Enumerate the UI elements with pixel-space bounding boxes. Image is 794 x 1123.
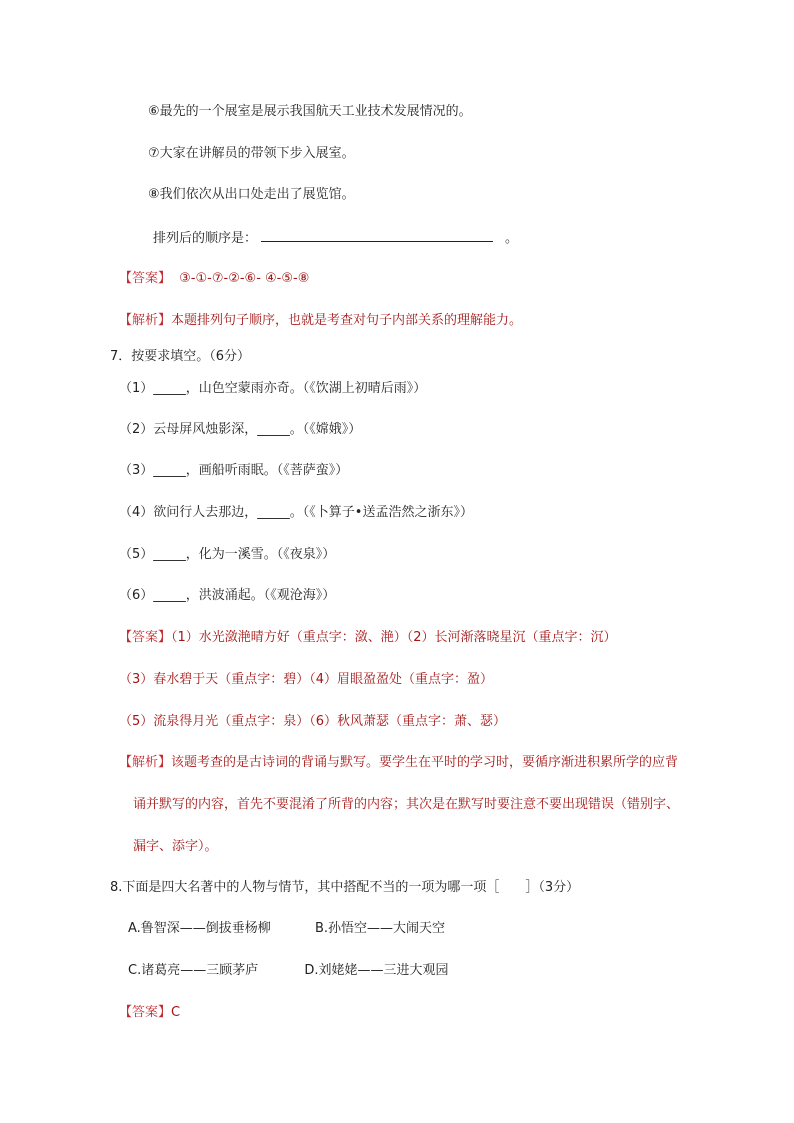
q8-answer [119,1004,180,1022]
analysis-label: 【解析】 [119,755,172,770]
option-a[interactable]: A.鲁智深——倒拔垂杨柳 [128,921,271,936]
analysis-text: 该题考查的是古诗词的背诵与默写。要学生在平时的学习时，要循序渐进积累所学的应背 [171,755,679,770]
analysis-label: 【解析】 [119,313,172,328]
q7-item-6: （6）_____，洪波涌起。（《观沧海》） [119,588,336,603]
q7-answer-line-1 [119,629,617,647]
q7-answer-line-2: （3）春水碧于天（重点字：碧）（4）眉眼盈盈处（重点字：盈） [119,672,494,687]
q6-item-7: ⑦大家在讲解员的带领下步入展室。 [148,146,355,161]
option-b[interactable]: B.孙悟空——大闹天空 [314,921,446,936]
q8-options-row-2 [128,962,449,980]
answer-text: C [171,1005,181,1020]
answer-blank[interactable] [261,229,493,242]
q6-analysis [119,312,522,330]
q7-analysis-line-3: 漏字、添字）。 [133,839,218,854]
q7-answer-line-3: （5）流泉得月光（重点字：泉）（6）秋风萧瑟（重点字：萧、瑟） [119,714,507,729]
q7-title: 7．按要求填空。（6分） [110,349,251,364]
answer-text: （1）水光潋滟晴方好（重点字：潋、滟）（2）长河渐落晓星沉（重点字：沉） [171,630,617,645]
q6-item-6: ⑥最先的一个展室是展示我国航天工业技术发展情况的。 [148,104,472,119]
q7-item-2: （2）云母屏风烛影深，_____。（《嫦娥》） [119,422,362,437]
q7-item-3: （3）_____，画船听雨眠。（《菩萨蛮》） [119,463,349,478]
q7-analysis-line-2: 诵并默写的内容，首先不要混淆了所背的内容；其次是在默写时要注意不要出现错误（错别字、 [133,797,680,812]
answer-text: ③-①-⑦-②-⑥- ④-⑤-⑧ [179,271,310,286]
option-c[interactable]: C.诸葛亮——三顾茅庐 [128,963,259,978]
analysis-text: 本题排列句子顺序，也就是考查对句子内部关系的理解能力。 [171,313,523,328]
answer-label: 【答案】 [119,1005,172,1020]
q7-analysis-line-1 [119,754,678,772]
q6-item-8: ⑧我们依次从出口处走出了展览馆。 [148,187,355,202]
q6-order-end: 。 [505,231,519,246]
q8-options-row-1 [128,920,445,938]
q7-item-1: （1）_____，山色空蒙雨亦奇。（《饮湖上初晴后雨》） [119,381,427,396]
q6-order-line [153,229,518,248]
q7-item-5: （5）_____，化为一溪雪。（《夜泉》） [119,547,336,562]
answer-label: 【答案】 [119,630,172,645]
q6-answer [119,270,309,288]
q8-title: 8.下面是四大名著中的人物与情节，其中搭配不当的一项为哪一项［ ］（3分） [110,880,580,895]
q6-order-prompt: 排列后的顺序是： [153,231,258,246]
answer-label: 【答案】 [119,271,172,286]
option-d[interactable]: D.刘姥姥——三进大观园 [304,963,449,978]
q7-item-4: （4）欲问行人去那边，_____。（《卜算子•送孟浩然之浙东》） [119,505,473,520]
